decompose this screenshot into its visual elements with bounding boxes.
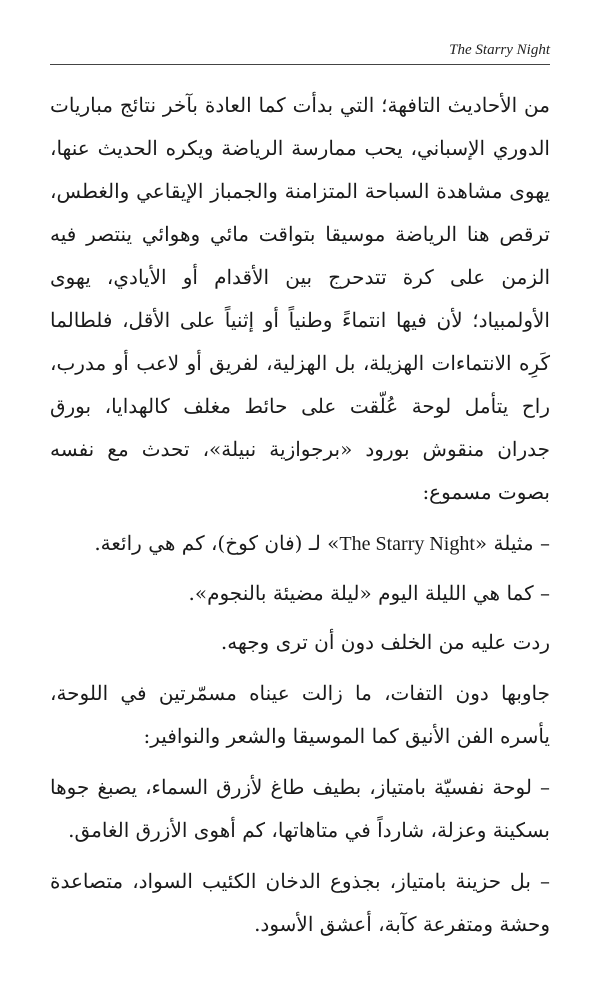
- paragraph-starry: – كما هي الليلة اليوم «ليلة مضيئة بالنجوم».: [188, 581, 550, 605]
- paragraph-black: – بل حزينة بامتياز، بجذوع الدخان الكئيب السواد، متصاعدة وحشة ومتفرعة كآبة، أعشق الأسود.: [50, 869, 550, 936]
- paragraph-opening: من الأحاديث التافهة؛ التي بدأت كما العادة بآخر نتائج مباريات الدوري الإسباني، يحب ممارسة الرياضة ويكره الحديث عنها، يهوى مشاهدة السباحة المتزامنة والجمباز الإيقاعي والغطس، ترقص هنا الرياضة موسيقا بتواقت مائي وهوائي ينتصر فيه الزمن على كرة تتدحرج بين الأقدام أو الأيادي، يهوى الأولمبياد؛ لأن فيها انتماءً وطنياً أو إثنياً على الأقل، فلطالما كَرِه الانتماءات الهزيلة، بل الهزلية، لفريق أو لاعب أو مدرب، راح يتأمل لوحة عُلّقت على حائط مغلف كالهدايا، بورق جدران منقوش بورود «برجوازية نبيلة»، تحدث مع نفسه بصوت مسموع:: [50, 93, 550, 504]
- page-header: [50, 40, 550, 65]
- paragraph-reply: ردت عليه من الخلف دون أن ترى وجهه.: [220, 630, 550, 654]
- paragraph-answer: جاوبها دون التفات، ما زالت عيناه مسمّرتين في اللوحة، يأسره الفن الأنيق كما الموسيقا والشعر والنوافير:: [50, 681, 550, 748]
- paragraph-blue: – لوحة نفسيّة بامتياز، بطيف طاغ لأزرق السماء، يصبغ جوها بسكينة وعزلة، شارداً في متاهاتها، كم أهوى الأزرق الغامق.: [50, 775, 550, 842]
- quote-suffix: » لـ (فان كوخ)، كم هي رائعة.: [94, 531, 340, 555]
- page-body: [50, 84, 550, 954]
- running-title: The Starry Night: [449, 42, 550, 58]
- painting-title: The Starry Night: [339, 533, 475, 555]
- quote-prefix: – مثيلة «: [474, 531, 550, 555]
- paragraph-quote: [50, 522, 550, 566]
